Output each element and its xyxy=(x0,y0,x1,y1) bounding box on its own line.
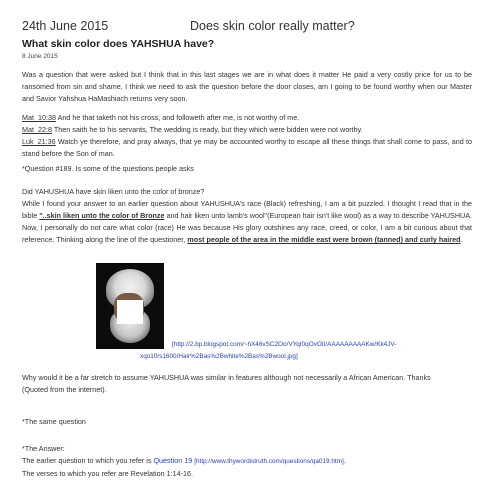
question-text: . xyxy=(460,235,463,244)
answer-text: . xyxy=(343,456,346,465)
verse-text: Then saith he to his servants, The wedding is ready, but they which were bidden were not worthy. xyxy=(53,125,363,134)
question-note: *Question #189. Is some of the questions people asks xyxy=(22,164,194,173)
verse-list xyxy=(22,112,472,160)
quoted-note: (Quoted from the internet). xyxy=(22,385,107,394)
header-title: Does skin color really matter? xyxy=(190,19,355,33)
question-text: and hair liken unto lamb's wool"(European hair isn't like wool) as a way to describe YAHUSHUA. Now, I personally do not care what color (race) He was because His glory outshines any race, creed, or color, I am a bit curious about that reference. Thinking along the line of the questioner, xyxy=(22,211,473,244)
face-redaction-box xyxy=(117,300,143,324)
post-date: 8 June 2015 xyxy=(22,53,58,60)
post-title[interactable]: What skin color does YAHSHUA have? xyxy=(22,38,215,50)
question-paragraph xyxy=(22,198,472,246)
post-image[interactable] xyxy=(96,263,164,349)
answer-line-2: The verses to which you refer are Revelation 1:14-16. xyxy=(22,469,193,478)
answer-section xyxy=(22,443,472,480)
answer-label: *The Answer: xyxy=(22,444,65,453)
stretch-paragraph xyxy=(22,372,472,396)
questioner-highlight: most people of the area in the middle east were brown (tanned) and curly haired xyxy=(187,235,461,244)
answer-line-1 xyxy=(22,455,472,468)
verse-item xyxy=(22,136,472,160)
bronze-quote-link[interactable]: "..skin liken unto the color of Bronze xyxy=(39,211,165,220)
header-date: 24th June 2015 xyxy=(22,19,109,33)
intro-paragraph: Was a question that were asked but I think that in this last stages we are in what does it matter He paid a very costly price for us to be ransomed from sin and shame, I think we need to ask the question before the door closes, am I going to be found worthy when our Master and Savior Yahshua HaMashiach returns very soon. xyxy=(22,70,472,103)
verse-item xyxy=(22,112,472,124)
question-text: While I found your answer to an earlier question about YAHUSHUA's race (Black) refreshing, I am a bit puzzled. I thought I read that in the bible xyxy=(22,199,472,220)
same-question-note: *The same question xyxy=(22,417,86,426)
stretch-text: Why would it be a far stretch to assume YAHUSHUA was similar in features although not necessarily a African American. Thanks xyxy=(22,373,431,382)
question-heading: Did YAHUSHUA have skin liken unto the color of bronze? xyxy=(22,187,205,196)
verse-ref-link[interactable]: Mat_22:8 xyxy=(22,125,52,134)
verse-text: Watch ye therefore, and pray always, that ye may be accounted worthy to escape all these things that shall come to pass, and to stand before the Son of man. xyxy=(22,137,472,158)
image-link-continued[interactable]: xqo10/s1600/Hair%2Bas%2Bwhite%2Bas%2Bwool.jpg] xyxy=(140,353,298,360)
verse-text: And he that taketh not his cross, and followeth after me, is not worthy of me. xyxy=(57,113,300,122)
verse-item xyxy=(22,124,472,136)
verse-ref-link[interactable]: Luk_21:36 xyxy=(22,137,56,146)
question-19-url[interactable]: [http://www.thywordistruth.com/questions/qa019.htm] xyxy=(194,458,344,465)
answer-text: The earlier question to which you refer is xyxy=(22,456,152,465)
verse-ref-link[interactable]: Mat_10:38 xyxy=(22,113,56,122)
image-link[interactable]: [http://2.bp.blogspot.com/~hX46vSC2Oo/VYqI0qOvOII/AAAAAAAAAKw/Kk4JV- xyxy=(172,341,397,348)
question-19-link[interactable]: Question 19 xyxy=(153,456,193,465)
